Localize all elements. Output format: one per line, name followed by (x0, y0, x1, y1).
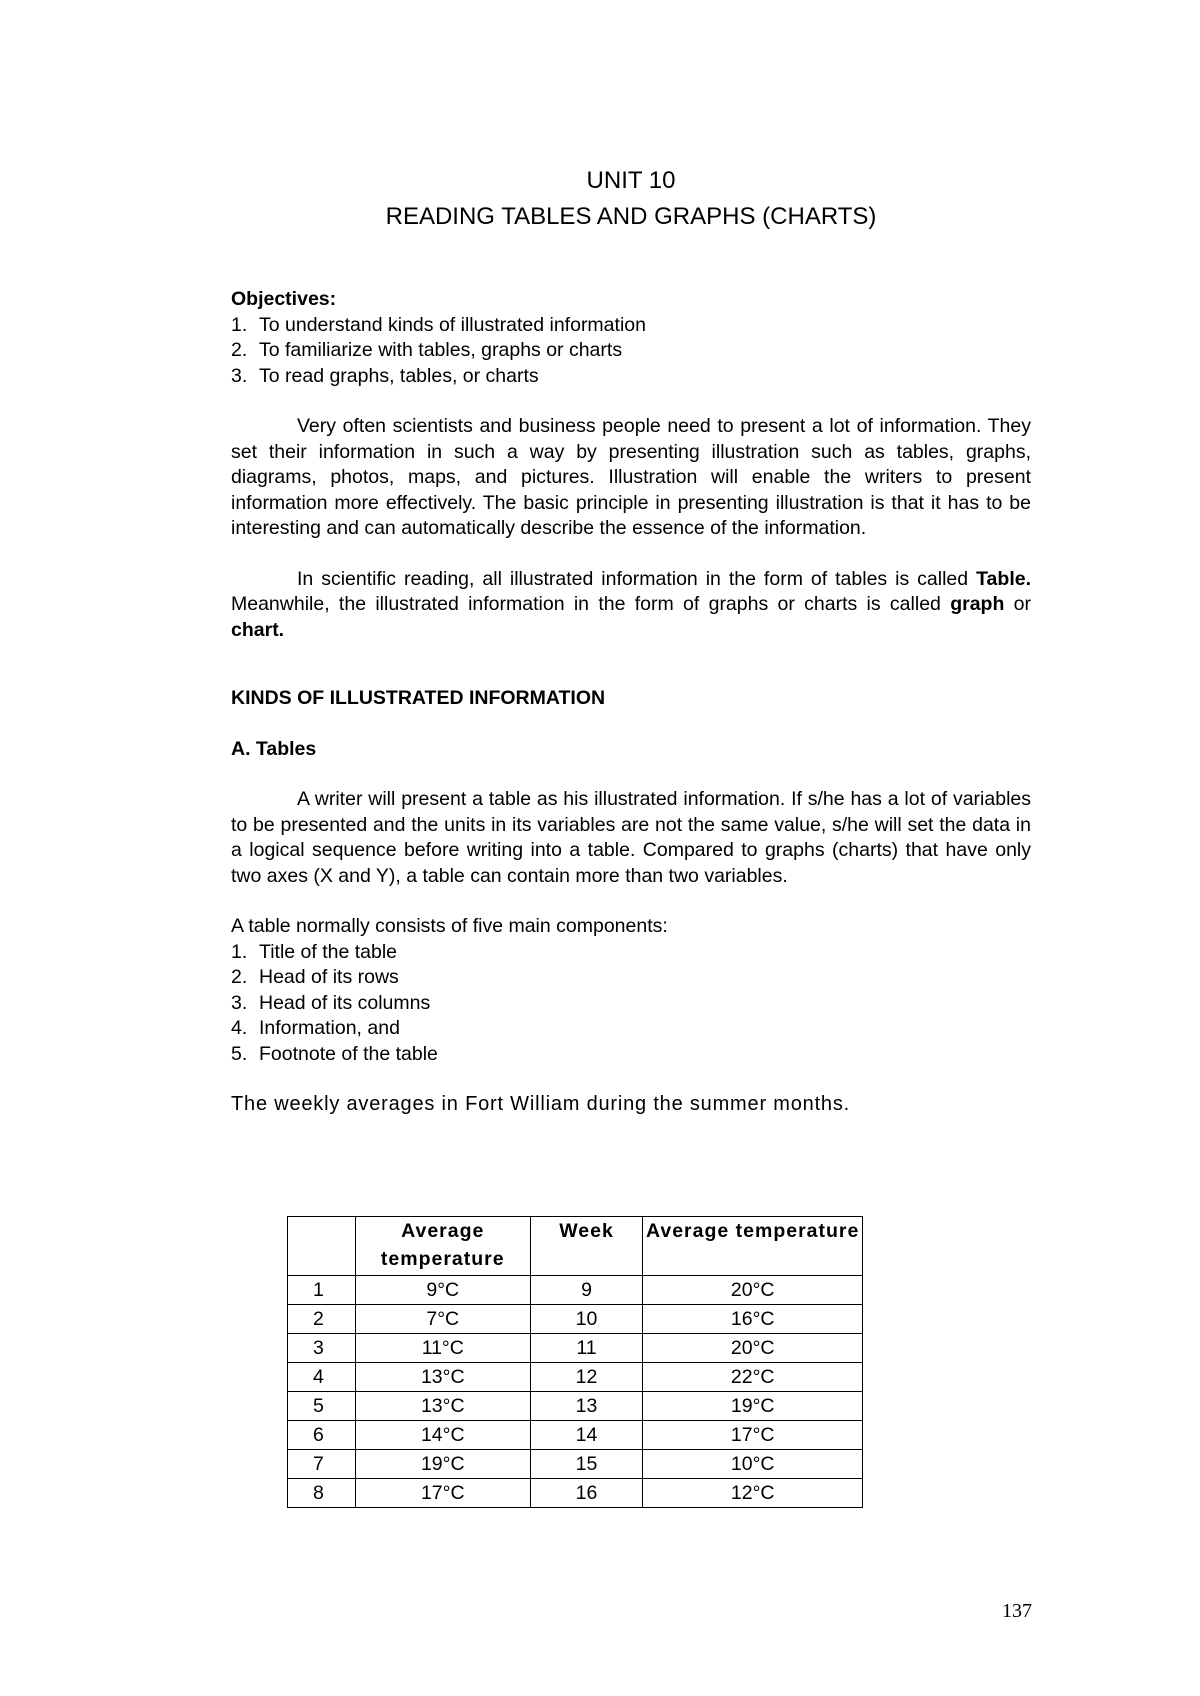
table-row (288, 1450, 863, 1479)
table-cell: 16°C (643, 1305, 863, 1334)
components-list (231, 940, 1031, 1068)
table-cell: 10 (530, 1305, 643, 1334)
table-header-row (288, 1217, 863, 1276)
page-content (231, 165, 1031, 1118)
table-cell: 14 (530, 1421, 643, 1450)
header-cell (288, 1217, 356, 1276)
temperature-table (287, 1216, 863, 1508)
table-cell: 9°C (355, 1276, 530, 1305)
components-intro: A table normally consists of five main components: (231, 915, 668, 937)
table-cell: 4 (288, 1363, 356, 1392)
list-item: 4. Information, and (231, 1017, 400, 1039)
list-item: 3. Head of its columns (231, 991, 431, 1014)
table-cell: 17°C (643, 1421, 863, 1450)
table-caption: The weekly averages in Fort William during the summer months. (231, 1093, 851, 1115)
list-item: 2. Head of its rows (231, 966, 399, 988)
objectives-list (231, 313, 1031, 390)
header-cell: Average temperature (643, 1217, 863, 1276)
table-cell: 20°C (643, 1276, 863, 1305)
header-cell: Average temperature (355, 1217, 530, 1276)
table-cell: 12°C (643, 1479, 863, 1508)
unit-number: UNIT 10 (586, 167, 676, 194)
table-cell: 13°C (355, 1392, 530, 1421)
intro-paragraph: Very often scientists and business people need to present a lot of information. They set their information in such a way by presenting illustration such as tables, graphs, diagrams, photos, maps, and pictures. Illustration will enable the writers to present information more effectively. The basic principle in presenting illustration is that it has to be interesting and can automatically describe the essence of the information. (231, 415, 1031, 539)
unit-title: READING TABLES AND GRAPHS (CHARTS) (385, 203, 877, 230)
table-row (288, 1479, 863, 1508)
table-cell: 15 (530, 1450, 643, 1479)
table-cell: 22°C (643, 1363, 863, 1392)
table-cell: 3 (288, 1334, 356, 1363)
table-cell: 7°C (355, 1305, 530, 1334)
table-cell: 5 (288, 1392, 356, 1421)
table-cell: 19°C (355, 1450, 530, 1479)
list-item: 1. To understand kinds of illustrated information (231, 313, 646, 336)
table-row (288, 1334, 863, 1363)
table-cell: 11°C (355, 1334, 530, 1363)
table-cell: 6 (288, 1421, 356, 1450)
table-cell: 13°C (355, 1363, 530, 1392)
objectives-label: Objectives: (231, 288, 337, 310)
table-cell: 14°C (355, 1421, 530, 1450)
section-heading: KINDS OF ILLUSTRATED INFORMATION (231, 687, 606, 709)
definition-paragraph: In scientific reading, all illustrated information in the form of tables is called Table. Meanwhile, the illustrated information in the form of graphs or charts is called graph or chart. (231, 567, 1031, 641)
table-cell: 1 (288, 1276, 356, 1305)
table-row (288, 1392, 863, 1421)
tables-paragraph: A writer will present a table as his illustrated information. If s/he has a lot of variables to be presented and the units in its variables are not the same value, s/he will set the data in a logical sequence before writing into a table. Compared to graphs (charts) that have only two axes (X and Y), a table can contain more than two variables. (231, 788, 1031, 887)
list-item: 5. Footnote of the table (231, 1042, 438, 1065)
list-item: 1. Title of the table (231, 940, 398, 963)
table-cell: 12 (530, 1363, 643, 1392)
table-cell: 17°C (355, 1479, 530, 1508)
table-cell: 20°C (643, 1334, 863, 1363)
table-cell: 2 (288, 1305, 356, 1334)
subsection-heading: A. Tables (231, 737, 317, 760)
table-cell: 11 (530, 1334, 643, 1363)
table-cell: 8 (288, 1479, 356, 1508)
table-row (288, 1276, 863, 1305)
table-cell: 13 (530, 1392, 643, 1421)
table-cell: 19°C (643, 1392, 863, 1421)
table-row (288, 1305, 863, 1334)
header-cell: Week (530, 1217, 643, 1276)
table-cell: 16 (530, 1479, 643, 1508)
table-cell: 7 (288, 1450, 356, 1479)
table-cell: 10°C (643, 1450, 863, 1479)
page-number: 137 (1002, 1600, 1032, 1622)
list-item: 3. To read graphs, tables, or charts (231, 364, 539, 387)
table-row (288, 1421, 863, 1450)
table-cell: 9 (530, 1276, 643, 1305)
list-item: 2. To familiarize with tables, graphs or charts (231, 339, 623, 361)
table-row (288, 1363, 863, 1392)
